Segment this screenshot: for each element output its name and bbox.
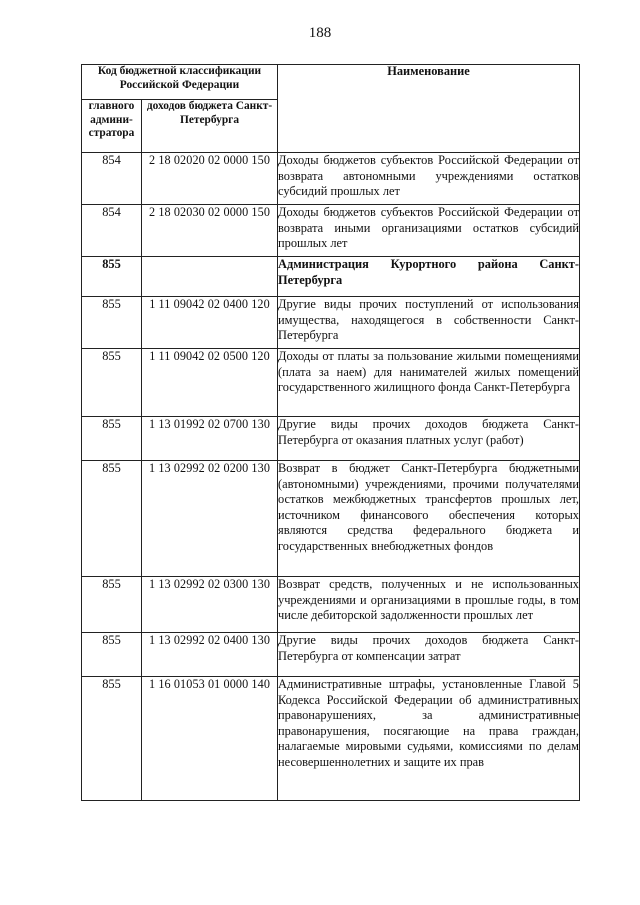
cell-code: 1 13 01992 02 0700 130 xyxy=(142,417,278,461)
table-row xyxy=(82,633,580,677)
page-number: 188 xyxy=(308,25,332,41)
cell-name: Административные штрафы, установленные Главой 5 Кодекса Российской Федерации об административных правонарушениях, за административные правонарушения, посягающие на права граждан, налагаемые мировыми судьями, комиссиями по делам несовершеннолетних и защите их прав xyxy=(278,677,580,801)
cell-name: Доходы бюджетов субъектов Российской Федерации от возврата иными организациями остатков субсидий прошлых лет xyxy=(278,205,580,257)
cell-admin: 855 xyxy=(82,461,142,577)
cell-admin: 855 xyxy=(82,633,142,677)
cell-name: Доходы бюджетов субъектов Российской Федерации от возврата автономными учреждениями остатков субсидий прошлых лет xyxy=(278,153,580,205)
header-code: доходов бюджета Санкт-Петербурга xyxy=(142,100,278,153)
header-group-label: Код бюджетной классификации Российской Федерации xyxy=(82,65,278,100)
table-row xyxy=(82,677,580,801)
cell-admin: 855 xyxy=(82,677,142,801)
cell-admin: 855 xyxy=(82,577,142,633)
cell-code: 1 16 01053 01 0000 140 xyxy=(142,677,278,801)
table-row xyxy=(82,297,580,349)
cell-code xyxy=(142,257,278,297)
table-row xyxy=(82,205,580,257)
cell-admin: 855 xyxy=(82,349,142,417)
cell-name: Возврат средств, полученных и не использованных учреждениями и организациями в прошлые годы, в том числе дебиторской задолженности прошлых лет xyxy=(278,577,580,633)
cell-admin: 855 xyxy=(82,297,142,349)
budget-classification-table xyxy=(81,64,580,801)
cell-code: 1 11 09042 02 0400 120 xyxy=(142,297,278,349)
cell-admin: 854 xyxy=(82,153,142,205)
cell-name: Другие виды прочих поступлений от использования имущества, находящегося в собственности Санкт-Петербурга xyxy=(278,297,580,349)
cell-code: 1 13 02992 02 0400 130 xyxy=(142,633,278,677)
cell-name: Другие виды прочих доходов бюджета Санкт-Петербурга от компенсации затрат xyxy=(278,633,580,677)
table-row xyxy=(82,461,580,577)
cell-name: Другие виды прочих доходов бюджета Санкт-Петербурга от оказания платных услуг (работ) xyxy=(278,417,580,461)
header-admin: главного админи-стратора xyxy=(82,100,142,153)
cell-code: 1 13 02992 02 0200 130 xyxy=(142,461,278,577)
cell-name: Возврат в бюджет Санкт-Петербурга бюджетными (автономными) учреждениями, прочими получателями остатков межбюджетных трансфертов прошлых лет, источником финансового обеспечения которых являются средства федерального бюджета и государственных внебюджетных фондов xyxy=(278,461,580,577)
table-row xyxy=(82,153,580,205)
cell-code: 1 11 09042 02 0500 120 xyxy=(142,349,278,417)
cell-name: Администрация Курортного района Санкт-Петербурга xyxy=(278,257,580,297)
cell-admin: 855 xyxy=(82,257,142,297)
cell-code: 2 18 02030 02 0000 150 xyxy=(142,205,278,257)
header-name: Наименование xyxy=(278,65,580,153)
table-row xyxy=(82,417,580,461)
cell-code: 2 18 02020 02 0000 150 xyxy=(142,153,278,205)
cell-admin: 855 xyxy=(82,417,142,461)
table-row xyxy=(82,257,580,297)
table-row xyxy=(82,577,580,633)
cell-code: 1 13 02992 02 0300 130 xyxy=(142,577,278,633)
table-row xyxy=(82,349,580,417)
cell-admin: 854 xyxy=(82,205,142,257)
cell-name: Доходы от платы за пользование жилыми помещениями (плата за наем) для нанимателей жилых помещений государственного жилищного фонда Санкт-Петербурга xyxy=(278,349,580,417)
